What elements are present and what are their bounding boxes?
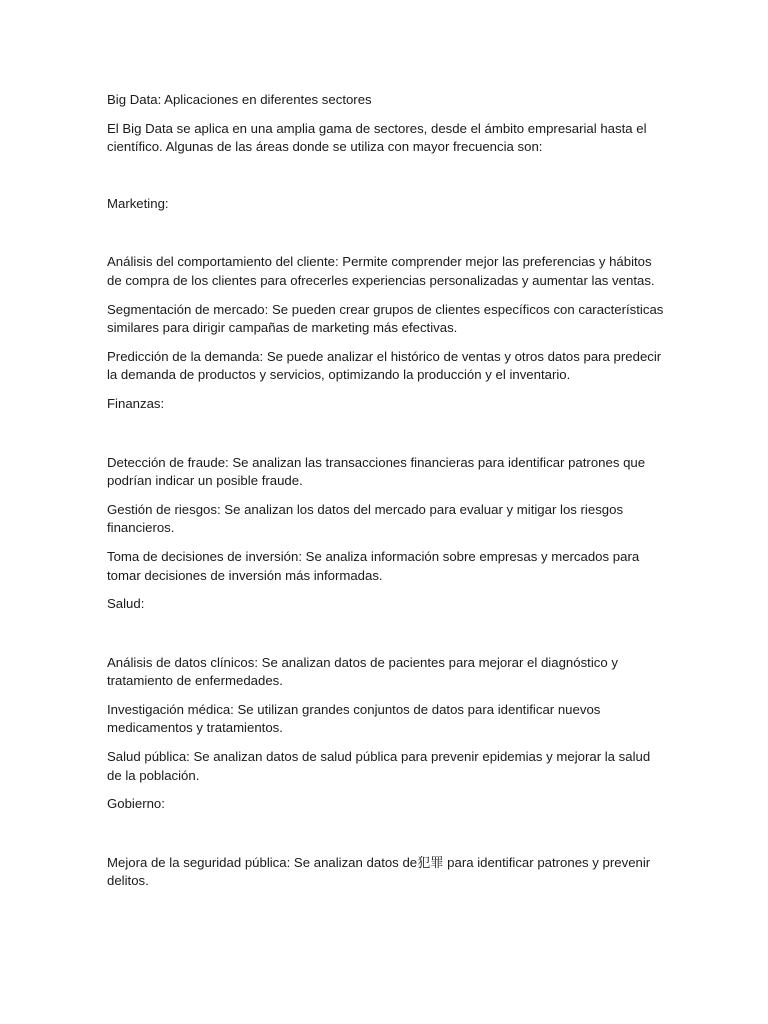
section-heading-marketing: Marketing: — [107, 195, 169, 211]
intro-paragraph: El Big Data se aplica en una amplia gama de sectores, desde el ámbito empresarial hasta el científico. Algunas de las áreas donde se utiliza con mayor frecuencia son: — [107, 120, 647, 155]
paragraph-salud-1: Análisis de datos clínicos: Se analizan datos de pacientes para mejorar el diagnóstico y tratamiento de enfermedades. — [107, 654, 618, 689]
paragraph-finanzas-1: Detección de fraude: Se analizan las transacciones financieras para identificar patrones que podrían indicar un posible fraude. — [107, 454, 646, 489]
paragraph-finanzas-3: Toma de decisiones de inversión: Se analiza información sobre empresas y mercados para tomar decisiones de inversión más informadas. — [107, 548, 640, 583]
section-heading-finanzas: Finanzas: — [107, 395, 165, 411]
document-body — [107, 91, 667, 901]
paragraph-salud-2: Investigación médica: Se utilizan grandes conjuntos de datos para identificar nuevos medicamentos y tratamientos. — [107, 701, 601, 736]
document-title: Big Data: Aplicaciones en diferentes sectores — [107, 92, 372, 107]
paragraph-salud-3: Salud pública: Se analizan datos de salud pública para prevenir epidemias y mejorar la salud de la población. — [107, 749, 651, 783]
section-heading-salud: Salud: — [107, 596, 145, 612]
paragraph-marketing-2: Segmentación de mercado: Se pueden crear grupos de clientes específicos con características similares para dirigir campañas de marketing más efectivas. — [107, 301, 664, 336]
paragraph-finanzas-2: Gestión de riesgos: Se analizan los datos del mercado para evaluar y mitigar los riesgos financieros. — [107, 501, 624, 536]
section-heading-gobierno: Gobierno: — [107, 796, 165, 812]
paragraph-marketing-3: Predicción de la demanda: Se puede analizar el histórico de ventas y otros datos para predecir la demanda de productos y servicios, optimizando la producción y el inventario. — [107, 348, 662, 383]
paragraph-marketing-1: Análisis del comportamiento del cliente: Permite comprender mejor las preferencias y hábitos de compra de los clientes para ofrecerles experiencias personalizadas y aumentar las ventas. — [107, 254, 655, 288]
paragraph-gobierno-1: Mejora de la seguridad pública: Se analizan datos de犯罪 para identificar patrones y prevenir delitos. — [107, 854, 651, 889]
